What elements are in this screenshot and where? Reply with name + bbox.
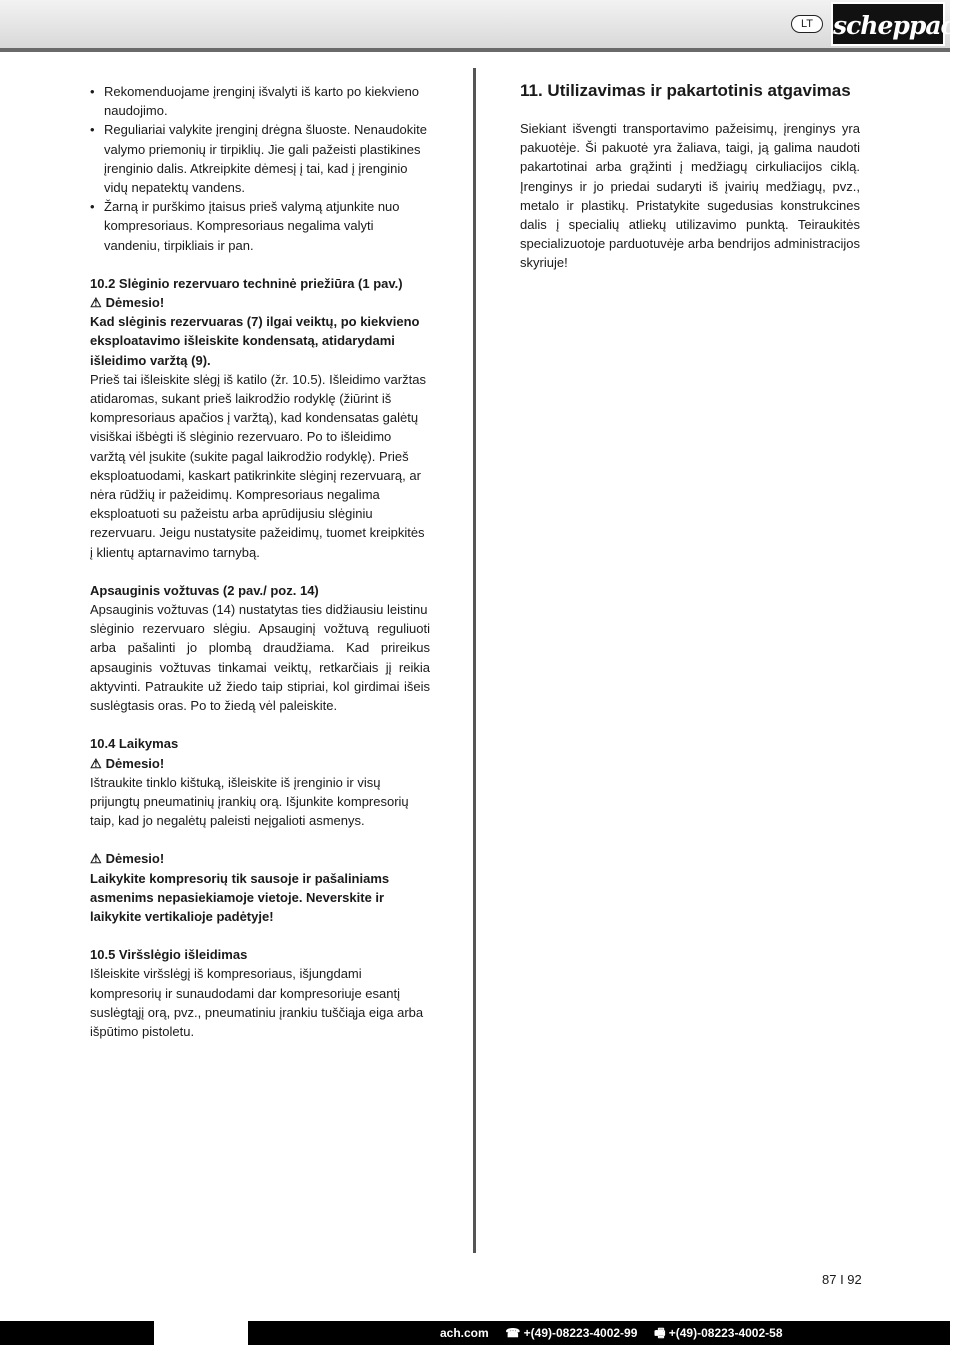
section-10-4-title: 10.4 Laikymas <box>90 736 179 752</box>
footer-contact <box>440 1321 783 1345</box>
list-item: • Reguliariai valykite įrenginį drėgna šluoste. Nenaudokite valymo priemonių ir tirpiklių. Jie gali pažeisti plastikines įrenginio dalis. Atkreipkite dėmesį į tai, kad į įrenginio vidų nepatektų vandens. <box>90 120 430 197</box>
right-column <box>520 80 860 273</box>
section-10-2-warning-text: Kad slėginis rezervuaras (7) ilgai veiktų, po kiekvieno eksploatavimo išleiskite kondensatą, atidarydami išleidimo varžtą (9). <box>90 314 420 368</box>
attention-heading <box>90 754 430 773</box>
section-11-title: 11. Utilizavimas ir pakartotinis atgavimas <box>520 81 851 100</box>
section-10-4-body: Ištraukite tinklo kištuką, išleiskite iš įrenginio ir visų prijungtų pneumatinių įrankių orą. Išjunkite kompresorių taip, kad jo negalėtų paleisti neįgalioti asmenys. <box>90 774 409 829</box>
safety-valve-body-2: slėginio rezervuaro slėgiu. Apsauginį vožtuvą reguliuoti arba pašalinti jo plombą draudžiama. Kad prireikus apsauginis vožtuvas tinkamai veiktų, retkarčiais jį reikia aktyvinti. Patraukite už žiedo taip stipriai, kol girdimai išeis suslėgtasis oras. Po to žiedą vėl paleiskite. <box>90 621 430 714</box>
section-10-2-body: Prieš tai išleiskite slėgį iš katilo (žr. 10.5). Išleidimo varžtas atidaromas, sukant prieš laikrodžio rodyklę (žiūrint iš kompresoriaus apačios į varžtą), kad kondensatas galėtų visiškai išbėgti iš slėginio rezervuaro. Po to išleidimo varžtą vėl įsukite (sukite pagal laikrodžio rodyklę). Prieš eksploatuodami, kaskart patikrinkite slėginį rezervuarą, ar nėra rūdžių ir pažeidimų. Kompresoriaus negalima eksploatuoti su pažeistu arba aprūdijusiu slėginiu rezervuaru. Jeigu nustatysite pažeidimų, tuomet kreipkitės į klientų aptarnavimo tarnybą. <box>90 371 426 560</box>
safety-valve-title: Apsauginis vožtuvas (2 pav./ poz. 14) <box>90 582 319 598</box>
storage-warning-text: Laikykite kompresorių tik sausoje ir pašaliniams asmenims nepasiekiamoje vietoje. Neverskite ir laikykite vertikalioje padėtyje! <box>90 870 390 924</box>
section-10-2-title: 10.2 Slėginio rezervuaro techninė priežiūra (1 pav.) <box>90 275 403 291</box>
section-11-body: Siekiant išvengti transportavimo pažeisimų, įrenginys yra pakuotėje. Ši pakuotė yra žaliava, taigi, ją galima naudoti pakartotinai arba grąžinti į medžiagų cirkuliacijos ciklą. Įrenginys ir jo priedai sudaryti iš įvairių medžiagų, pvz., metalo ir plastikų. Pristatykite sugedusias konstrukcines dalis į specialių atliekų utilizavimo punktą. Teiraukitės specializuotoje parduotuvėje arba bendrijos administracijos skyriuje! <box>520 121 860 271</box>
page-number: 87 I 92 <box>822 1272 862 1287</box>
language-badge: LT <box>791 15 823 33</box>
footer-gap <box>154 1321 248 1345</box>
footer-phone: +(49)-08223-4002-99 <box>523 1326 638 1340</box>
attention-heading <box>90 293 430 312</box>
warning-icon: ⚠ <box>90 295 102 311</box>
section-10-5-body: Išleiskite viršslėgį iš kompresoriaus, išjungdami kompresorių ir sunaudodami dar kompresoriuje esantį suslėgtąjį orą, pvz., pneumatiniu įrankiu tuščiąja eiga arba išpūtimo pistoletu. <box>90 966 424 1039</box>
safety-valve-body-1: Apsauginis vožtuvas (14) nustatytas ties didžiausiu leistinu <box>90 602 428 618</box>
cleaning-bullet-list <box>90 82 430 255</box>
attention-label: Dėmesio! <box>105 295 165 311</box>
footer-web: ach.com <box>440 1326 489 1340</box>
column-divider <box>473 68 476 1253</box>
left-column <box>90 82 430 1041</box>
warning-icon: ⚠ <box>90 755 102 771</box>
attention-heading <box>90 849 430 868</box>
fax-icon: 🖷 <box>654 1326 666 1340</box>
warning-icon: ⚠ <box>90 851 102 867</box>
footer-fax: +(49)-08223-4002-58 <box>668 1326 783 1340</box>
attention-label: Dėmesio! <box>105 851 165 867</box>
scheppach-logo: scheppach <box>831 2 945 46</box>
list-item: • Rekomenduojame įrenginį išvalyti iš karto po kiekvieno naudojimo. <box>90 82 430 120</box>
phone-icon: ☎ <box>505 1326 521 1340</box>
section-10-5-title: 10.5 Viršslėgio išleidimas <box>90 947 248 963</box>
list-item: • Žarną ir purškimo įtaisus prieš valymą atjunkite nuo kompresoriaus. Kompresoriaus negalima valyti vandeniu, tirpikliais ir pan. <box>90 197 430 255</box>
header-shadow <box>0 48 950 52</box>
attention-label: Dėmesio! <box>105 755 165 771</box>
